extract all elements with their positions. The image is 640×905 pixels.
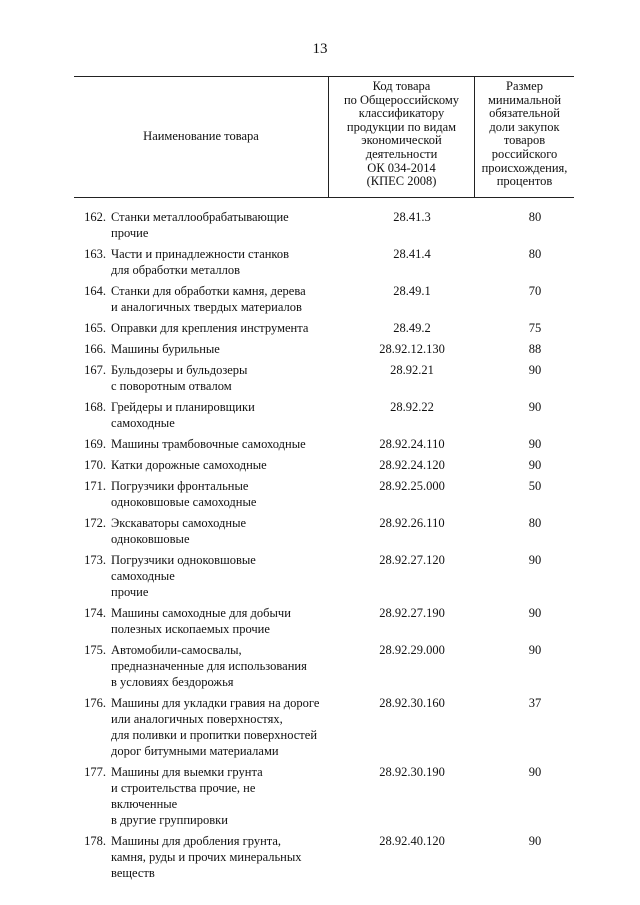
row-number: 172. (84, 516, 106, 530)
row-percent: 90 (528, 437, 542, 451)
row-name: Погрузчики одноковшовые самоходные прочие (111, 553, 256, 599)
row-name: Машины бурильные (111, 342, 220, 356)
row-number: 173. (84, 553, 106, 567)
row-code: 28.92.12.130 (379, 342, 445, 356)
row-number: 177. (84, 765, 106, 779)
row-name: Станки металлообрабатывающие прочие (111, 210, 289, 240)
row-code: 28.92.24.110 (379, 437, 445, 451)
row-name: Экскаваторы самоходные одноковшовые (111, 516, 247, 546)
row-percent: 90 (528, 606, 542, 620)
row-name: Машины трамбовочные самоходные (111, 437, 306, 451)
row-name: Бульдозеры и бульдозеры с поворотным отвалом (111, 363, 248, 393)
table-row (74, 341, 574, 357)
row-percent: 80 (528, 247, 542, 261)
row-percent: 80 (528, 516, 542, 530)
row-percent: 80 (528, 210, 542, 224)
row-code: 28.41.4 (393, 247, 431, 261)
table-row (74, 209, 574, 241)
table-body (74, 209, 574, 881)
table-row (74, 764, 574, 828)
row-code: 28.41.3 (393, 210, 431, 224)
table-row (74, 399, 574, 431)
row-percent: 90 (528, 553, 542, 567)
row-name: Станки для обработки камня, дерева и аналогичных твердых материалов (111, 284, 306, 314)
row-percent: 90 (528, 363, 542, 377)
header-percent: Размер минимальной обязательной доли закупок товаров российского происхождения, процентов (474, 77, 574, 197)
row-number: 163. (84, 247, 106, 261)
row-name: Машины самоходные для добычи полезных ископаемых прочие (111, 606, 291, 636)
row-percent: 75 (528, 321, 542, 335)
row-code: 28.49.2 (393, 321, 431, 335)
row-number: 165. (84, 321, 106, 335)
row-code: 28.92.21 (390, 363, 434, 377)
row-name: Автомобили-самосвалы, предназначенные для использования в условиях бездорожья (111, 643, 307, 689)
table-row (74, 552, 574, 600)
row-number: 171. (84, 479, 106, 493)
row-code: 28.92.22 (390, 400, 434, 414)
table-row (74, 457, 574, 473)
row-code: 28.92.29.000 (379, 643, 445, 657)
page-number: 13 (312, 41, 328, 57)
row-code: 28.92.27.120 (379, 553, 445, 567)
row-number: 164. (84, 284, 106, 298)
row-number: 178. (84, 834, 106, 848)
header-code: Код товара по Общероссийскому классификатору продукции по видам экономической деятельности ОК 034-2014 (КПЕС 2008) (328, 77, 474, 197)
table-row (74, 478, 574, 510)
row-name: Грейдеры и планировщики самоходные (111, 400, 255, 430)
row-code: 28.92.27.190 (379, 606, 445, 620)
table-row (74, 436, 574, 452)
table-row (74, 695, 574, 759)
table-header (74, 76, 574, 198)
row-name: Погрузчики фронтальные одноковшовые самоходные (111, 479, 257, 509)
row-percent: 90 (528, 765, 542, 779)
row-number: 167. (84, 363, 106, 377)
row-code: 28.92.30.190 (379, 765, 445, 779)
table-row (74, 362, 574, 394)
row-percent: 70 (528, 284, 542, 298)
row-percent: 90 (528, 458, 542, 472)
row-percent: 88 (528, 342, 542, 356)
table-row (74, 283, 574, 315)
table-row (74, 246, 574, 278)
table-row (74, 605, 574, 637)
header-name: Наименование товара (143, 129, 259, 144)
row-percent: 90 (528, 400, 542, 414)
goods-table (74, 76, 574, 886)
row-number: 162. (84, 210, 106, 224)
row-number: 169. (84, 437, 106, 451)
row-name: Машины для укладки гравия на дороге или аналогичных поверхностях, для поливки и пропитки поверхностей дорог битумными материалами (111, 696, 320, 758)
table-row (74, 642, 574, 690)
row-percent: 50 (528, 479, 542, 493)
row-number: 166. (84, 342, 106, 356)
row-code: 28.92.26.110 (379, 516, 445, 530)
row-number: 170. (84, 458, 106, 472)
row-number: 168. (84, 400, 106, 414)
row-name: Машины для дробления грунта, камня, руды и прочих минеральных веществ (111, 834, 302, 880)
row-number: 175. (84, 643, 106, 657)
row-code: 28.49.1 (393, 284, 431, 298)
table-row (74, 515, 574, 547)
row-percent: 37 (528, 696, 542, 710)
row-code: 28.92.40.120 (379, 834, 445, 848)
row-name: Оправки для крепления инструмента (111, 321, 309, 335)
row-percent: 90 (528, 834, 542, 848)
row-name: Части и принадлежности станков для обработки металлов (111, 247, 290, 277)
row-name: Катки дорожные самоходные (111, 458, 267, 472)
row-name: Машины для выемки грунта и строительства прочие, не включенные в другие группировки (111, 765, 263, 827)
row-percent: 90 (528, 643, 542, 657)
row-code: 28.92.24.120 (379, 458, 445, 472)
row-code: 28.92.30.160 (379, 696, 445, 710)
row-number: 174. (84, 606, 106, 620)
table-row (74, 833, 574, 881)
table-row (74, 320, 574, 336)
row-number: 176. (84, 696, 106, 710)
row-code: 28.92.25.000 (379, 479, 445, 493)
